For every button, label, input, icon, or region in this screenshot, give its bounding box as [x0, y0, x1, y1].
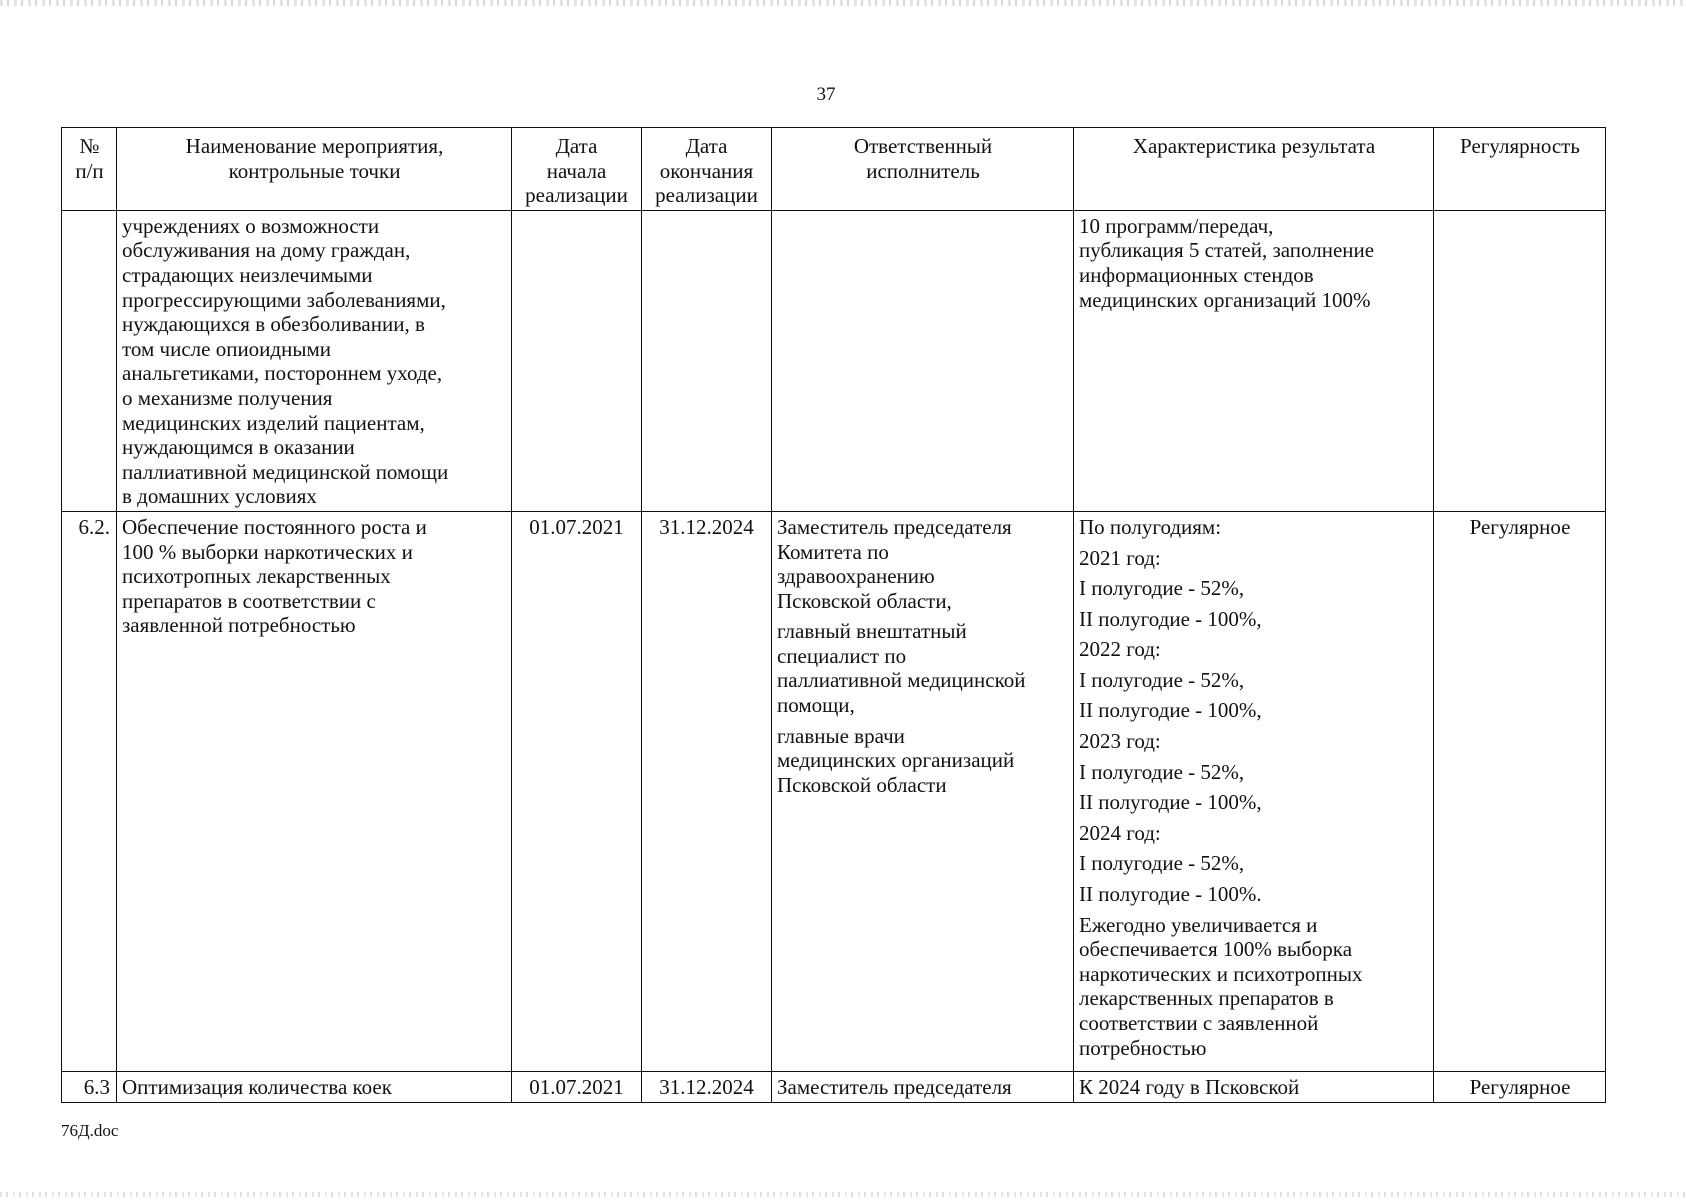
result-paragraph: I полугодие - 52%, — [1079, 759, 1245, 784]
result-paragraph: II полугодие - 100%, — [1079, 606, 1262, 631]
header-result: Характеристика результата — [1074, 128, 1434, 211]
cell-end-date — [642, 210, 772, 511]
cell-end-date: 31.12.2024 — [642, 1071, 772, 1102]
result-paragraph: По полугодиям: — [1079, 514, 1222, 539]
cell-regularity: Регулярное — [1434, 1071, 1606, 1102]
header-regularity: Регулярность — [1434, 128, 1606, 211]
result-paragraph: I полугодие - 52%, — [1079, 576, 1245, 601]
cell-name: Обеспечение постоянного роста и 100 % выборки наркотических и психотропных лекарственных препаратов в соответствии с заявленной потребностью — [117, 511, 512, 1071]
result-paragraph: II полугодие - 100%, — [1079, 698, 1262, 723]
table-row — [62, 511, 1606, 1071]
action-plan-table — [61, 127, 1606, 1103]
cell-responsible: Заместитель председателя — [772, 1071, 1074, 1102]
scan-edge-bottom — [0, 1192, 1686, 1197]
cell-regularity — [1434, 210, 1606, 511]
header-end-date: Дата окончания реализации — [642, 128, 772, 211]
cell-responsible — [772, 511, 1074, 1071]
result-paragraph: Ежегодно увеличивается и обеспечивается 100% выборка наркотических и психотропных лекарственных препаратов в соответствии с заявленной потребностью — [1079, 912, 1363, 1060]
cell-name: учреждениях о возможности обслуживания на дому граждан, страдающих неизлечимыми прогрессирующими заболеваниями, нуждающихся в обезболивании, в том числе опиоидными анальгетиками, постороннем уходе, о механизме получения медицинских изделий пациентам, нуждающимся в оказании паллиативной медицинской помощи в домашних условиях — [117, 210, 512, 511]
result-paragraph: II полугодие - 100%, — [1079, 790, 1262, 815]
table-row — [62, 1071, 1606, 1102]
cell-num: 6.3 — [62, 1071, 117, 1102]
result-paragraph: 2021 год: — [1079, 545, 1161, 570]
cell-num: 6.2. — [62, 511, 117, 1071]
cell-start-date: 01.07.2021 — [512, 511, 642, 1071]
cell-start-date — [512, 210, 642, 511]
cell-num — [62, 210, 117, 511]
header-start-date: Дата начала реализации — [512, 128, 642, 211]
result-paragraph: 2022 год: — [1079, 637, 1161, 662]
cell-name: Оптимизация количества коек — [117, 1071, 512, 1102]
header-name: Наименование мероприятия, контрольные точки — [117, 128, 512, 211]
table-header-row — [62, 128, 1606, 211]
cell-result: 10 программ/передач, публикация 5 статей, заполнение информационных стендов медицинских организаций 100% — [1074, 210, 1434, 511]
result-paragraph: 2024 год: — [1079, 820, 1161, 845]
document-filename: 76Д.doc — [61, 1121, 119, 1140]
page-number: 37 — [816, 84, 836, 105]
cell-start-date: 01.07.2021 — [512, 1071, 642, 1102]
header-num: № п/п — [62, 128, 117, 211]
result-paragraph: 2023 год: — [1079, 729, 1161, 754]
scan-edge-top — [0, 0, 1686, 6]
result-paragraph: I полугодие - 52%, — [1079, 667, 1245, 692]
cell-result: К 2024 году в Псковской — [1074, 1071, 1434, 1102]
responsible-group: Заместитель председателя Комитета по здравоохранению Псковской области, — [777, 514, 1012, 613]
cell-responsible — [772, 210, 1074, 511]
cell-end-date: 31.12.2024 — [642, 511, 772, 1071]
cell-result — [1074, 511, 1434, 1071]
table-row — [62, 210, 1606, 511]
result-paragraph: I полугодие - 52%, — [1079, 851, 1245, 876]
responsible-group: главные врачи медицинских организаций Псковской области — [777, 723, 1015, 797]
responsible-group: главный внештатный специалист по паллиативной медицинской помощи, — [777, 619, 1026, 718]
result-paragraph: II полугодие - 100%. — [1079, 882, 1262, 907]
header-responsible: Ответственный исполнитель — [772, 128, 1074, 211]
cell-regularity: Регулярное — [1434, 511, 1606, 1071]
